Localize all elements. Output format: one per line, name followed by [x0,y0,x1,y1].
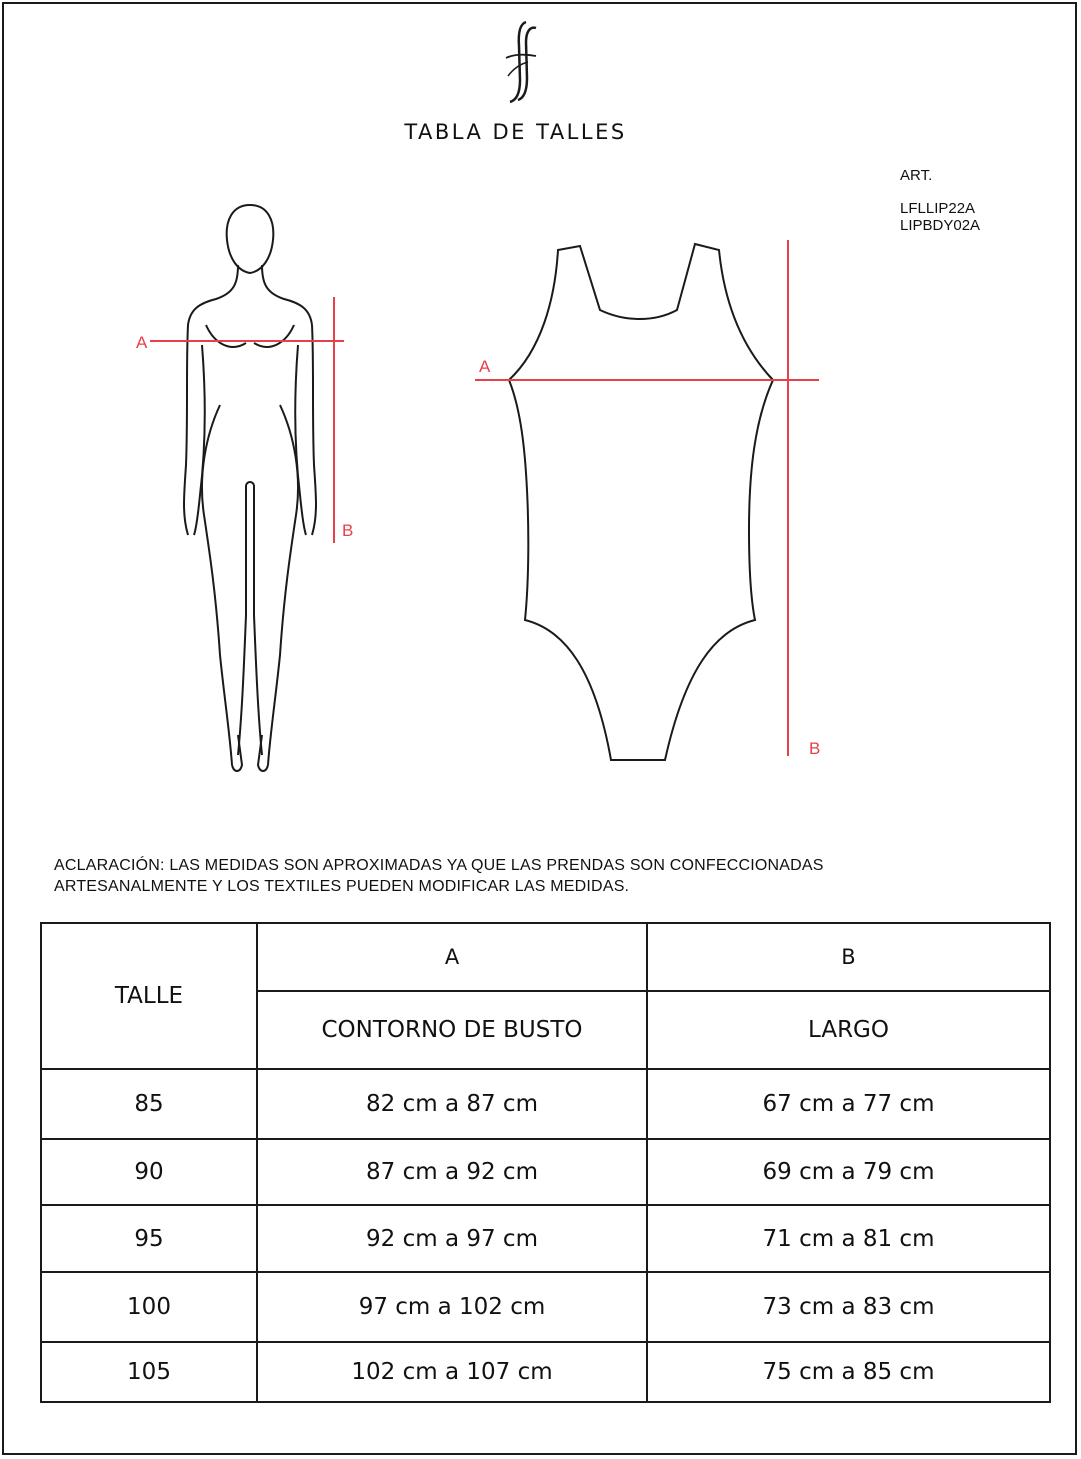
cell-a: 82 cm a 87 cm [257,1069,647,1139]
article-code: LIPBDY02A [900,217,981,234]
header-col-a-desc: CONTORNO DE BUSTO [257,991,647,1069]
article-info [900,167,980,234]
marker-a: A [136,333,148,352]
cell-a: 102 cm a 107 cm [257,1342,647,1402]
cell-b: 73 cm a 83 cm [647,1272,1050,1342]
header-col-b: B [647,923,1050,991]
table-row [41,1342,1050,1402]
size-table [40,922,1051,1403]
page-title: TABLA DE TALLES [404,120,627,144]
header-col-a: A [257,923,647,991]
header-talle: TALLE [41,923,257,1069]
cell-talle: 100 [41,1272,257,1342]
cell-b: 71 cm a 81 cm [647,1205,1050,1272]
table-row [41,1069,1050,1139]
cell-b: 75 cm a 85 cm [647,1342,1050,1402]
cell-a: 87 cm a 92 cm [257,1139,647,1205]
cell-b: 69 cm a 79 cm [647,1139,1050,1205]
marker-b: B [342,521,354,540]
note-line: ACLARACIÓN: LAS MEDIDAS SON APROXIMADAS YA QUE LAS PRENDAS SON CONFECCIONADAS [54,857,824,874]
cell-talle: 105 [41,1342,257,1402]
table-row [41,1139,1050,1205]
marker-b: B [809,739,821,758]
disclaimer-note [54,855,1014,897]
body-figure-diagram [120,195,370,785]
note-line: ARTESANALMENTE Y LOS TEXTILES PUEDEN MODIFICAR LAS MEDIDAS. [54,878,630,895]
cell-talle: 95 [41,1205,257,1272]
table-row [41,1205,1050,1272]
cell-a: 97 cm a 102 cm [257,1272,647,1342]
marker-a: A [479,357,491,376]
header-col-b-desc: LARGO [647,991,1050,1069]
article-label: ART. [900,167,933,184]
cell-a: 92 cm a 97 cm [257,1205,647,1272]
table-row [41,1272,1050,1342]
brand-logo [490,18,550,108]
cell-b: 67 cm a 77 cm [647,1069,1050,1139]
cell-talle: 85 [41,1069,257,1139]
cell-talle: 90 [41,1139,257,1205]
bodysuit-diagram [465,230,835,770]
article-code: LFLLIP22A [900,200,976,217]
